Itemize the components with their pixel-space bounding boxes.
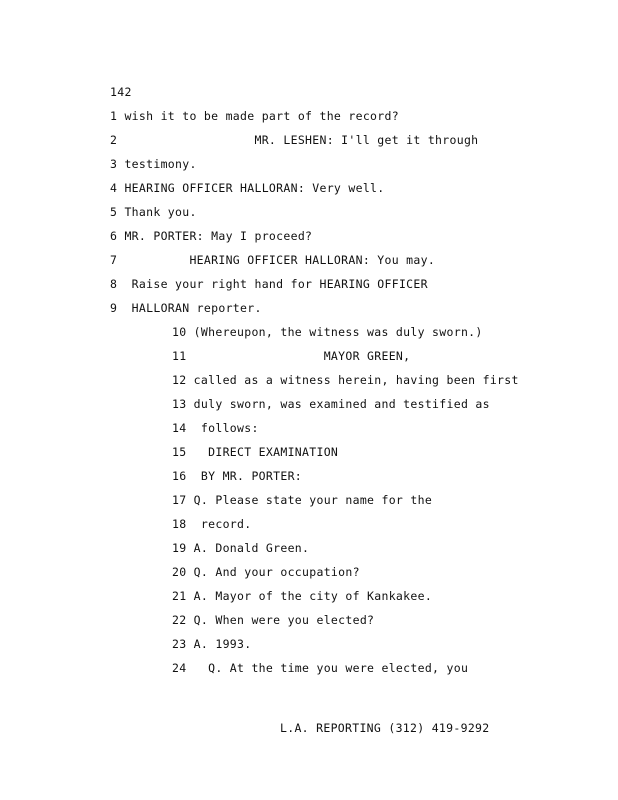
transcript-line-11: 11 MAYOR GREEN, — [172, 349, 411, 363]
transcript-line-6: 6 MR. PORTER: May I proceed? — [110, 229, 313, 243]
transcript-line-7: 7 HEARING OFFICER HALLORAN: You may. — [110, 253, 436, 267]
transcript-line-8: 8 Raise your right hand for HEARING OFFICER — [110, 277, 428, 291]
transcript-line-9: 9 HALLORAN reporter. — [110, 301, 262, 315]
reporter-footer: L.A. REPORTING (312) 419-9292 — [280, 721, 490, 735]
page-number: 142 — [110, 85, 132, 99]
transcript-line-19: 19 A. Donald Green. — [172, 541, 310, 555]
transcript-line-2: 2 MR. LESHEN: I'll get it through — [110, 133, 479, 147]
transcript-line-5: 5 Thank you. — [110, 205, 197, 219]
transcript-line-12: 12 called as a witness herein, having been first — [172, 373, 519, 387]
transcript-line-22: 22 Q. When were you elected? — [172, 613, 375, 627]
transcript-line-13: 13 duly sworn, was examined and testified as — [172, 397, 490, 411]
transcript-line-3: 3 testimony. — [110, 157, 197, 171]
transcript-line-4: 4 HEARING OFFICER HALLORAN: Very well. — [110, 181, 385, 195]
transcript-line-15: 15 DIRECT EXAMINATION — [172, 445, 339, 459]
transcript-line-21: 21 A. Mayor of the city of Kankakee. — [172, 589, 433, 603]
transcript-line-10: 10 (Whereupon, the witness was duly sworn.) — [172, 325, 483, 339]
transcript-line-18: 18 record. — [172, 517, 252, 531]
transcript-line-14: 14 follows: — [172, 421, 259, 435]
transcript-line-20: 20 Q. And your occupation? — [172, 565, 360, 579]
transcript-line-24: 24 Q. At the time you were elected, you — [172, 661, 469, 675]
transcript-line-17: 17 Q. Please state your name for the — [172, 493, 433, 507]
transcript-line-1: 1 wish it to be made part of the record? — [110, 109, 399, 123]
transcript-line-16: 16 BY MR. PORTER: — [172, 469, 303, 483]
transcript-line-23: 23 A. 1993. — [172, 637, 252, 651]
